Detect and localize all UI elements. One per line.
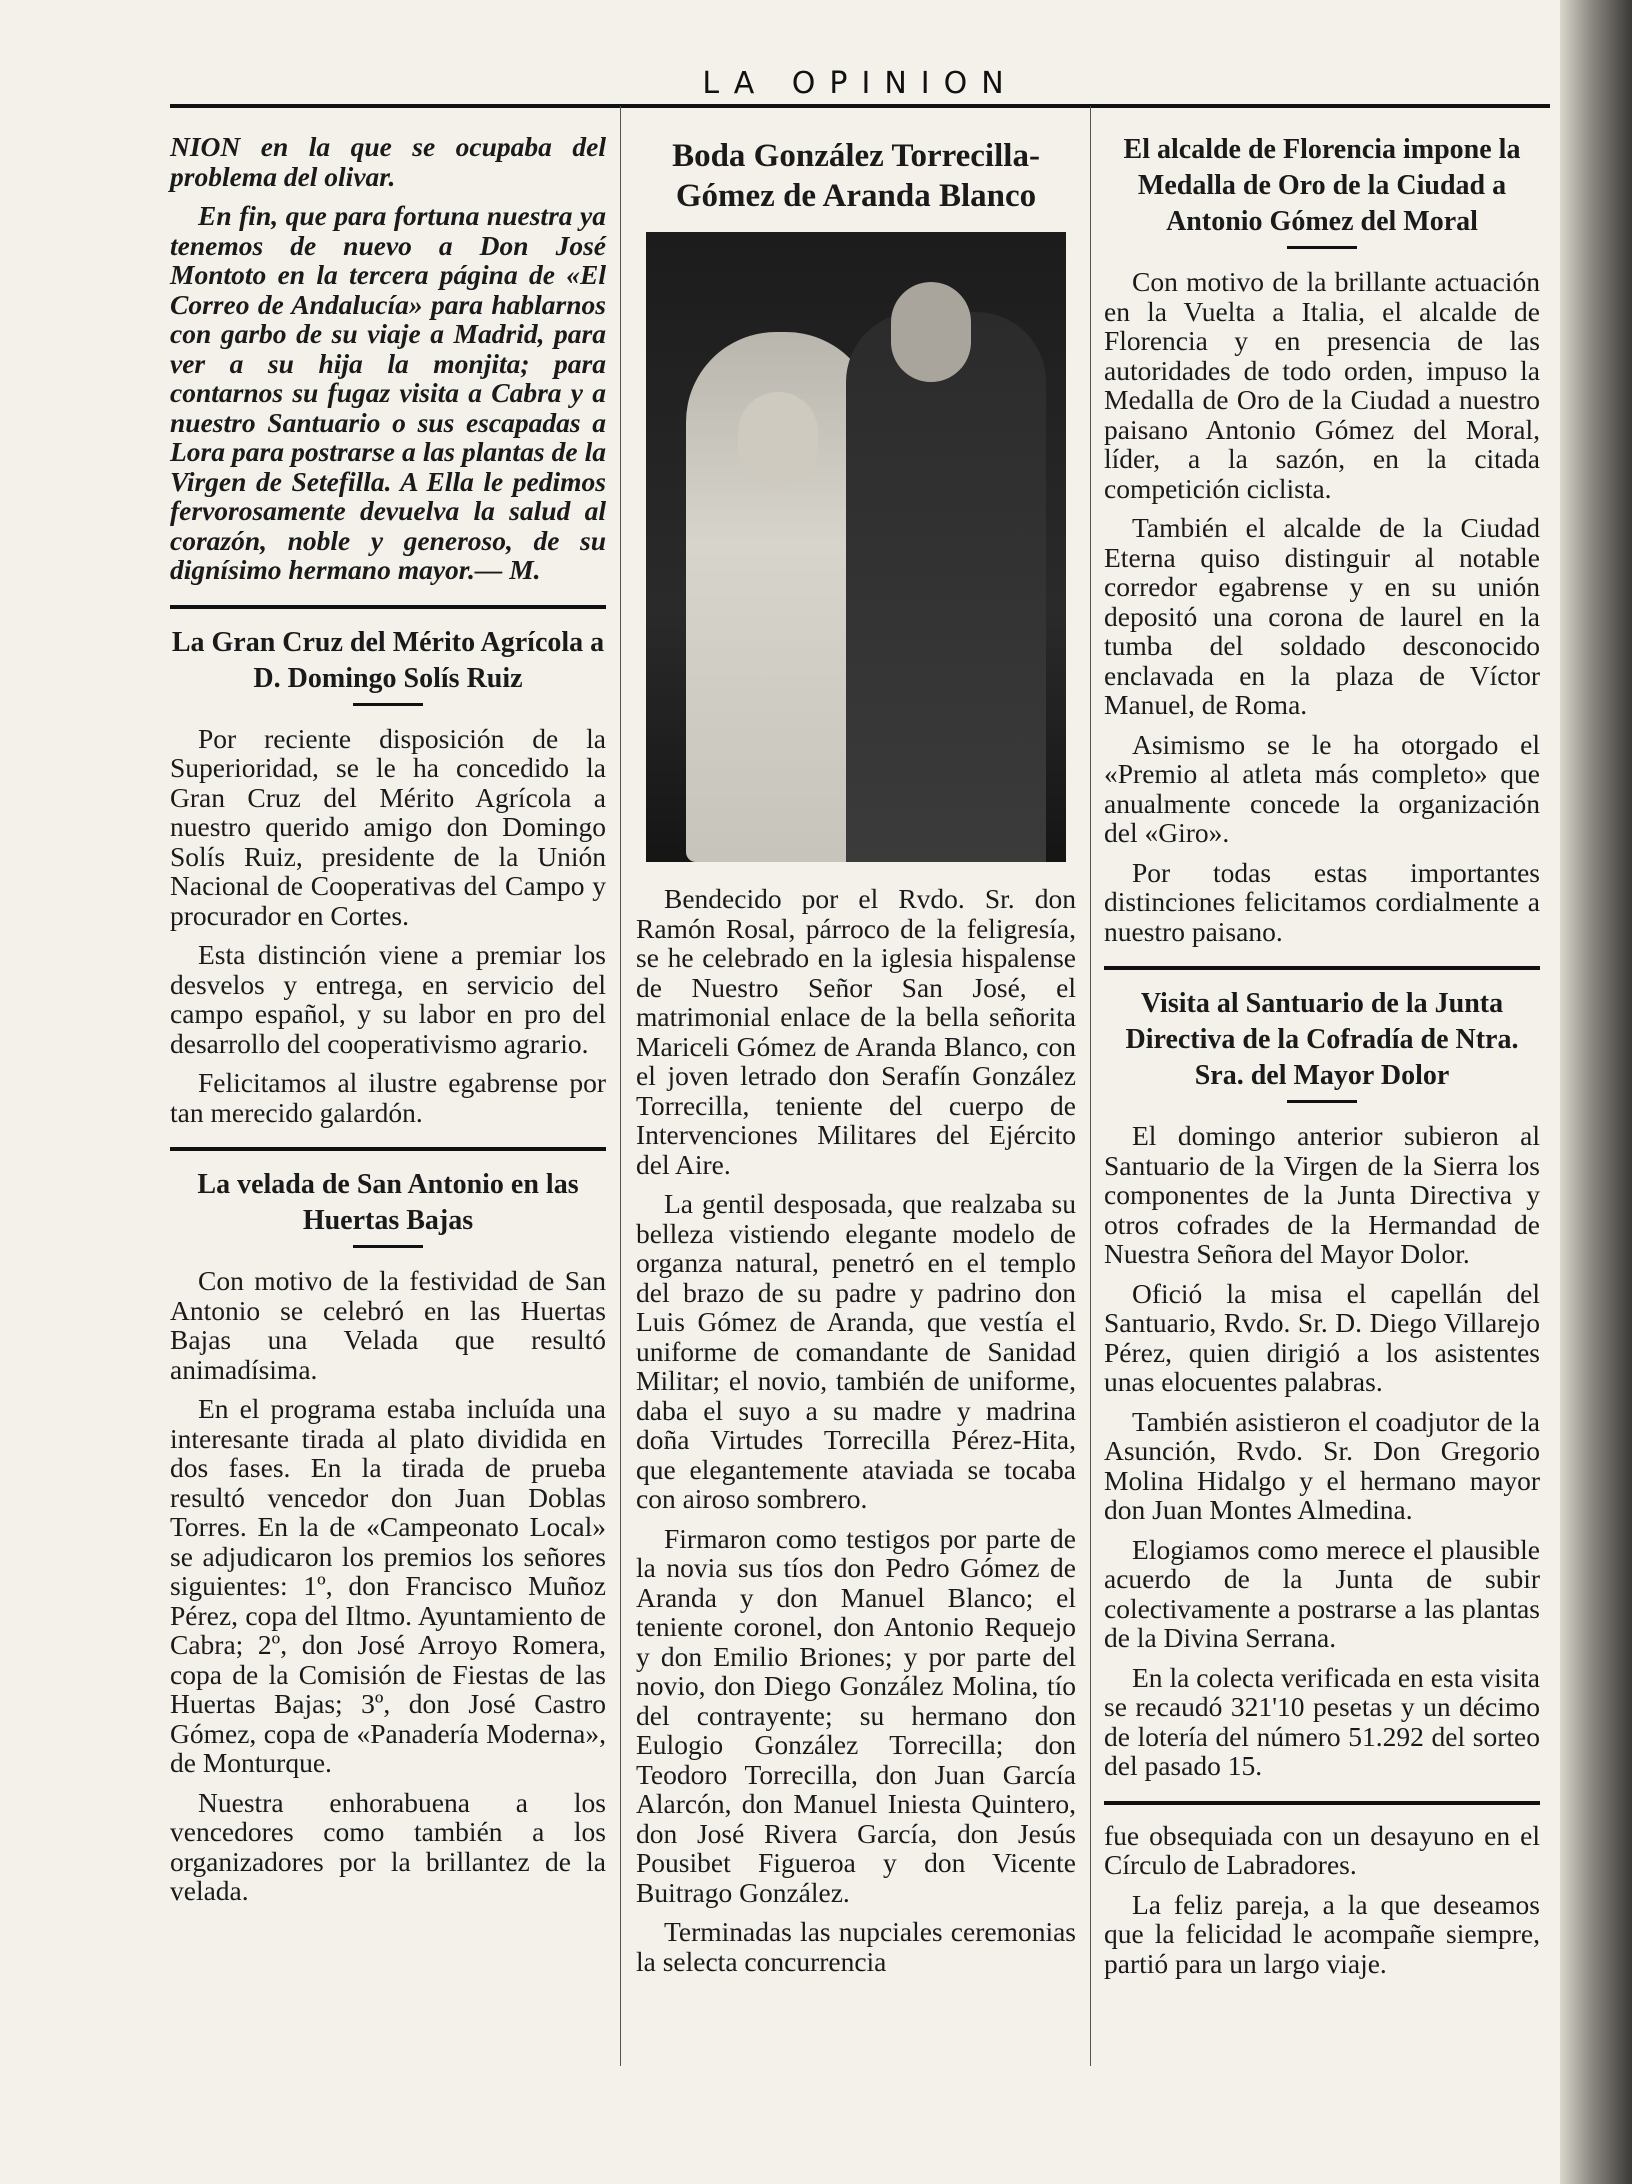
article-paragraph: En el programa estaba incluída una interesante tirada al plato dividida en dos fases. En la tirada de prueba resultó vencedor don Juan Doblas Torres. En la de «Campeonato Local» se adjudicaron los premios los señores siguientes: 1º, don Francisco Muñoz Pérez, copa del Iltmo. Ayuntamiento de Cabra; 2º, don José Arroyo Romera, copa de la Comisión de Fiestas de las Huertas Bajas; 3º, don José Castro Gómez, copa de «Panadería Moderna», de Monturque. xyxy=(170,1393,606,1778)
article-headline: El alcalde de Florencia impone la Medalla de Oro de la Ciudad a Antonio Gómez del Moral xyxy=(1123,134,1521,237)
groom-face xyxy=(891,282,971,382)
article-paragraph: Felicitamos al ilustre egabrense por tan merecido galardón. xyxy=(170,1067,606,1128)
masthead-rule xyxy=(170,104,1550,108)
article-headline: Boda González Torrecilla-Gómez de Aranda Blanco xyxy=(672,138,1040,214)
section-rule xyxy=(170,1147,606,1151)
section-rule xyxy=(170,605,606,609)
article-paragraph: El domingo anterior subieron al Santuario de la Virgen de la Sierra los componentes de la Junta Directiva y otros cofrades de la Hermandad de Nuestra Señora del Mayor Dolor. xyxy=(1104,1120,1540,1269)
article-paragraph: Por reciente disposición de la Superioridad, se le ha concedido la Gran Cruz del Mérito Agrícola a nuestro querido amigo don Domingo Solís Ruiz, presidente de la Unión Nacional de Cooperativas del Campo y procurador en Cortes. xyxy=(170,722,606,931)
article-paragraph: La feliz pareja, a la que deseamos que la felicidad le acompañe siempre, partió para un largo viaje. xyxy=(1104,1888,1540,1979)
montoto-article xyxy=(170,132,606,585)
article-paragraph: fue obsequiada con un desayuno en el Círculo de Labradores. xyxy=(1104,1819,1540,1880)
column-left xyxy=(170,132,606,1916)
section-rule xyxy=(1104,1801,1540,1805)
headline-rule xyxy=(1287,1100,1357,1103)
groom-figure xyxy=(846,312,1046,862)
article-headline: La Gran Cruz del Mérito Agrícola a D. Domingo Solís Ruiz xyxy=(171,626,605,694)
column-divider xyxy=(1090,106,1091,2066)
article-paragraph: Bendecido por el Rvdo. Sr. don Ramón Rosal, párroco de la feligresía, se he celebrado en la iglesia hispalense de Nuestro Señor San José, el matrimonial enlace de la bella señorita Mariceli Gómez de Aranda Blanco, con el joven letrado don Serafín González Torrecilla, teniente del cuerpo de Intervenciones Militares del Ejército del Aire. xyxy=(636,883,1076,1180)
bride-face xyxy=(738,392,818,488)
column-center xyxy=(636,132,1076,1986)
section-rule xyxy=(1104,966,1540,970)
article-paragraph: NION en la que se ocupaba del problema del olivar. xyxy=(170,131,606,192)
article-paragraph: Elogiamos como merece el plausible acuerdo de la Junta de subir colectivamente a postrarse a las plantas de la Divina Serrana. xyxy=(1104,1533,1540,1653)
headline-rule xyxy=(353,1245,423,1248)
article-paragraph: Por todas estas importantes distinciones felicitamos cordialmente a nuestro paisano. xyxy=(1104,856,1540,947)
wedding-photo xyxy=(646,232,1066,862)
article-paragraph: En fin, que para fortuna nuestra ya tenemos de nuevo a Don José Montoto en la tercera página de «El Correo de Andalucía» para hablarnos con garbo de su viaje a Madrid, para ver a su hija la monjita; para contarnos su fugaz visita a Cabra y a nuestro Santuario o sus escapadas a Lora para postrarse a las plantas de la Virgen de Setefilla. A Ella le pedimos fervorosamente devuelva la salud al corazón, noble y generoso, de su dignísimo hermano mayor.— M. xyxy=(170,200,606,585)
column-right xyxy=(1104,132,1540,1988)
article-paragraph: Ofició la misa el capellán del Santuario, Rvdo. Sr. D. Diego Villarejo Pérez, quien dirigió a los asistentes unas elocuentes palabras. xyxy=(1104,1277,1540,1397)
column-divider xyxy=(620,106,621,2066)
article-paragraph: Esta distinción viene a premiar los desvelos y entrega, en servicio del campo español, y su labor en pro del desarrollo del cooperativismo agrario. xyxy=(170,939,606,1059)
article-headline: Visita al Santuario de la Junta Directiva de la Cofradía de Ntra. Sra. del Mayor Dolor xyxy=(1125,988,1519,1091)
headline-rule xyxy=(1287,246,1357,249)
article-paragraph: Nuestra enhorabuena a los vencedores como también a los organizadores por la brillantez de la velada. xyxy=(170,1786,606,1906)
masthead: LA OPINION xyxy=(702,66,1018,101)
article-paragraph: También el alcalde de la Ciudad Eterna quiso distinguir al notable corredor egabrense y en su unión depositó una corona de laurel en la tumba del soldado desconocido enclavada en la plaza de Víctor Manuel, de Roma. xyxy=(1104,512,1540,720)
article-paragraph: Firmaron como testigos por parte de la novia sus tíos don Pedro Gómez de Aranda y don Manuel Blanco; el teniente coronel, don Antonio Requejo y don Emilio Briones; y por parte del novio, don Diego González Molina, tío del contrayente; su hermano don Eulogio González Torrecilla; don Teodoro Torrecilla, don Juan García Alarcón, don Manuel Iniesta Quintero, don José Rivera García, don Jesús Pousibet Figueroa y don Vicente Buitrago González. xyxy=(636,1522,1076,1908)
page-edge-shadow xyxy=(1560,0,1632,2184)
article-paragraph: Terminadas las nupciales ceremonias la selecta concurrencia xyxy=(636,1916,1076,1977)
headline-rule xyxy=(353,703,423,706)
article-paragraph: En la colecta verificada en esta visita se recaudó 321'10 pesetas y un décimo de lotería del número 51.292 del sorteo del pasado 15. xyxy=(1104,1661,1540,1781)
article-paragraph: Con motivo de la brillante actuación en la Vuelta a Italia, el alcalde de Florencia y en presencia de las autoridades de todo orden, impuso la Medalla de Oro de la Ciudad a nuestro paisano Antonio Gómez del Moral, líder, a la sazón, en la citada competición ciclista. xyxy=(1104,266,1540,504)
article-paragraph: Con motivo de la festividad de San Antonio se celebró en las Huertas Bajas una Velada que resultó animadísima. xyxy=(170,1265,606,1385)
article-paragraph: La gentil desposada, que realzaba su belleza vistiendo elegante modelo de organza natural, penetró en el templo del brazo de su padre y padrino don Luis Gómez de Aranda, que vestía el uniforme de comandante de Sanidad Militar; el novio, también de uniforme, daba el suyo a su madre y madrina doña Virtudes Torrecilla Pérez-Hita, que elegantemente ataviada se tocaba con airoso sombrero. xyxy=(636,1188,1076,1514)
article-headline: La velada de San Antonio en las Huertas Bajas xyxy=(197,1169,579,1236)
article-paragraph: Asimismo se le ha otorgado el «Premio al atleta más completo» que anualmente concede la organización del «Giro». xyxy=(1104,728,1540,848)
article-paragraph: También asistieron el coadjutor de la Asunción, Rvdo. Sr. Don Gregorio Molina Hidalgo y el hermano mayor don Juan Montes Almedina. xyxy=(1104,1405,1540,1525)
